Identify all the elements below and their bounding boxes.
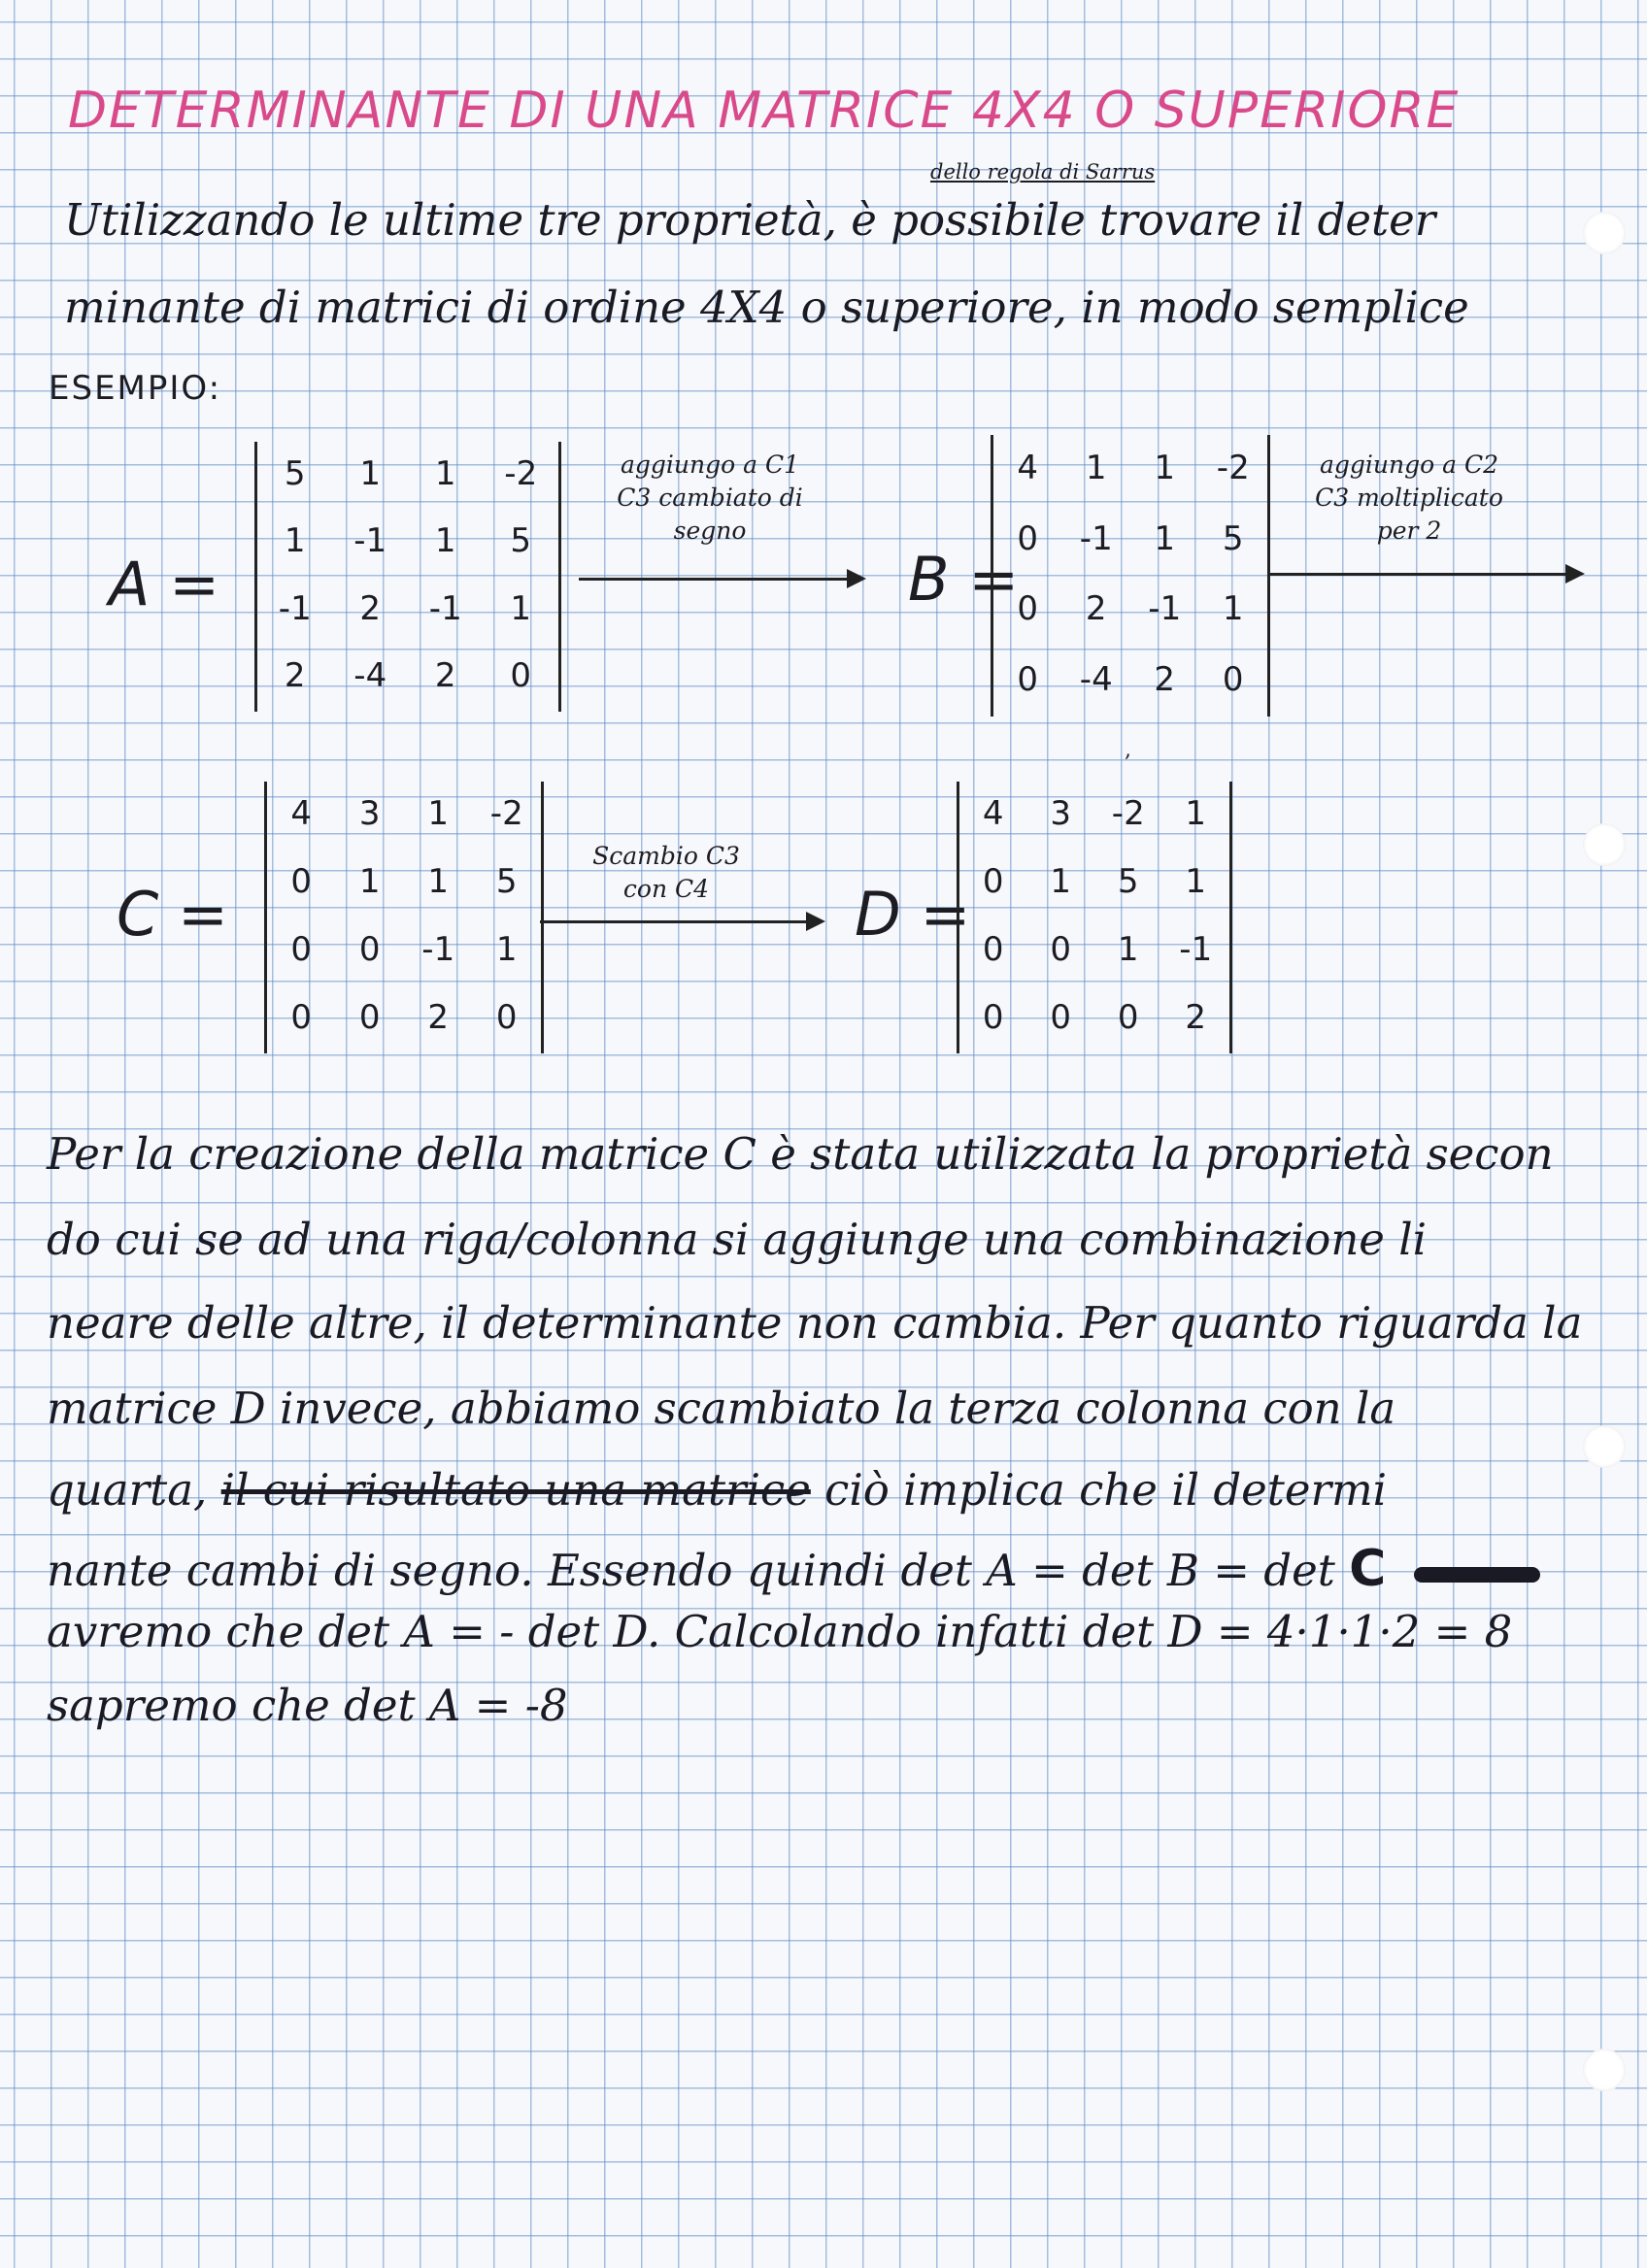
arrow-c-d-label <box>540 840 792 906</box>
matrix-a-cell: 1 <box>434 521 456 561</box>
paragraph-line-3: neare delle altre, il determinante non cambia. Per quanto riguarda la <box>47 1297 1583 1349</box>
matrix-d-cell: 1 <box>1185 862 1207 901</box>
matrix-a-cell: 5 <box>284 453 306 493</box>
matrix-d-cell: 2 <box>1185 998 1207 1037</box>
matrix-b-cell: 0 <box>1017 659 1039 699</box>
arrow-b-c-line-2: C3 moltiplicato <box>1315 484 1503 512</box>
intro-line-1: Utilizzando le ultime tre proprietà, è possibile trovare il deter <box>64 194 1436 246</box>
matrix-b-cell: 1 <box>1154 518 1176 558</box>
matrix-d-cell: 1 <box>1185 794 1207 833</box>
matrix-a <box>254 442 561 712</box>
matrix-c-cell: 5 <box>495 862 518 901</box>
matrix-d-cell: 0 <box>1050 998 1072 1037</box>
matrix-c-cell: 0 <box>290 930 313 969</box>
matrix-b-cell: 0 <box>1222 659 1244 699</box>
arrow-a-b-line-1: aggiungo a C1 <box>621 450 799 479</box>
matrix-a-cell: 2 <box>434 656 456 696</box>
struck-out-text: il cui risultato una matrice <box>220 1464 811 1516</box>
arrow-a-to-b <box>579 578 862 581</box>
matrix-b-cell: -2 <box>1216 449 1250 488</box>
matrix-b-cell: 0 <box>1017 518 1039 558</box>
paragraph-line-7: avremo che det A = - det D. Calcolando infatti det D = 4·1·1·2 = 8 <box>47 1606 1513 1657</box>
scribble-mark <box>1414 1567 1540 1583</box>
arrow-b-c-line-1: aggiungo a C2 <box>1320 450 1498 479</box>
matrix-a-cell: 1 <box>510 588 532 628</box>
arrow-a-b-label <box>579 449 841 548</box>
arrow-c-d-line-1: Scambio C3 <box>592 842 740 870</box>
stray-mark: , <box>1125 738 1131 762</box>
matrix-c-cell: 0 <box>495 998 518 1037</box>
matrix-b-cell: 1 <box>1085 449 1107 488</box>
matrix-c-cell: 0 <box>358 930 381 969</box>
matrix-d-cell: 0 <box>982 862 1004 901</box>
matrix-c <box>264 782 544 1053</box>
matrix-b-label: B = <box>908 544 1020 615</box>
matrix-d-cell: 5 <box>1117 862 1139 901</box>
matrix-a-cell: -4 <box>353 656 387 696</box>
matrix-c-cell: 0 <box>290 862 313 901</box>
matrix-d-cell: 0 <box>1050 930 1072 969</box>
matrix-d-cell: -2 <box>1111 794 1145 833</box>
matrix-c-cell: 1 <box>427 794 450 833</box>
matrix-d-cell: 0 <box>1117 998 1139 1037</box>
matrix-a-cell: 0 <box>510 656 532 696</box>
matrix-b-cell: -1 <box>1148 589 1182 629</box>
punch-hole-3 <box>1583 1425 1626 1468</box>
matrix-a-cell: -1 <box>278 588 312 628</box>
matrix-c-cell: 1 <box>427 862 450 901</box>
example-label: ESEMPIO: <box>49 369 222 408</box>
arrow-c-d-line-2: con C4 <box>622 875 710 903</box>
matrix-b-cell: 4 <box>1017 449 1039 488</box>
matrix-a-cell: 1 <box>284 521 306 561</box>
matrix-a-cell: -2 <box>504 453 538 493</box>
matrix-b-cell: 1 <box>1154 449 1176 488</box>
paragraph-line-5-end: ciò implica che il determi <box>824 1464 1388 1516</box>
matrix-d-label: D = <box>855 879 971 950</box>
matrix-a-cell: 1 <box>434 453 456 493</box>
matrix-b-cell: 2 <box>1154 659 1176 699</box>
paragraph-line-5-start: quarta, <box>47 1464 208 1516</box>
paragraph-line-5 <box>47 1464 1387 1516</box>
matrix-d-cell: 0 <box>982 930 1004 969</box>
matrix-d <box>957 782 1232 1053</box>
paragraph-line-4: matrice D invece, abbiamo scambiato la terza colonna con la <box>47 1383 1396 1434</box>
matrix-a-cell: 2 <box>284 656 306 696</box>
matrix-d-cell: -1 <box>1179 930 1213 969</box>
punch-hole-1 <box>1583 212 1626 254</box>
matrix-b-cell: -4 <box>1079 659 1113 699</box>
matrix-b-cell: 5 <box>1222 518 1244 558</box>
matrix-d-cell: 1 <box>1117 930 1139 969</box>
matrix-a-cell: 2 <box>359 588 382 628</box>
arrow-c-to-d <box>540 920 822 923</box>
matrix-b-cell: -1 <box>1079 518 1113 558</box>
matrix-c-cell: 0 <box>290 998 313 1037</box>
paragraph-line-8: sapremo che det A = -8 <box>47 1680 568 1731</box>
punch-hole-4 <box>1583 2049 1626 2091</box>
matrix-b-cell: 2 <box>1085 589 1107 629</box>
matrix-d-cell: 4 <box>982 794 1004 833</box>
matrix-a-cell: 1 <box>359 453 382 493</box>
paragraph-line-2: do cui se ad una riga/colonna si aggiunge una combinazione li <box>47 1214 1428 1265</box>
arrow-b-to-c <box>1268 573 1581 576</box>
matrix-a-cell: 5 <box>510 521 532 561</box>
matrix-c-cell: 0 <box>358 998 381 1037</box>
matrix-b <box>991 435 1270 717</box>
matrix-a-cell: -1 <box>353 521 387 561</box>
matrix-b-cell: 0 <box>1017 589 1039 629</box>
matrix-c-reference: C <box>1349 1540 1387 1598</box>
page-title: DETERMINANTE DI UNA MATRICE 4X4 O SUPERIORE <box>68 82 1461 140</box>
matrix-c-cell: 4 <box>290 794 313 833</box>
paragraph-line-1: Per la creazione della matrice C è stata utilizzata la proprietà secon <box>47 1128 1554 1180</box>
matrix-d-cell: 3 <box>1050 794 1072 833</box>
matrix-c-cell: -1 <box>421 930 455 969</box>
matrix-a-cell: -1 <box>428 588 462 628</box>
matrix-d-cell: 1 <box>1050 862 1072 901</box>
arrow-b-c-line-3: per 2 <box>1376 517 1442 545</box>
intro-annotation: dello regola di Sarrus <box>930 160 1156 183</box>
matrix-c-cell: 3 <box>358 794 381 833</box>
matrix-c-cell: 1 <box>495 930 518 969</box>
matrix-b-cell: 1 <box>1222 589 1244 629</box>
arrow-b-c-label <box>1268 449 1550 548</box>
matrix-c-cell: 2 <box>427 998 450 1037</box>
matrix-a-label: A = <box>109 549 220 619</box>
matrix-c-cell: -2 <box>489 794 523 833</box>
punch-hole-2 <box>1583 823 1626 866</box>
matrix-c-cell: 1 <box>358 862 381 901</box>
arrow-a-b-line-3: segno <box>673 517 747 545</box>
matrix-d-cell: 0 <box>982 998 1004 1037</box>
arrow-a-b-line-2: C3 cambiato di <box>617 484 803 512</box>
paragraph-line-6-text: nante cambi di segno. Essendo quindi det A = det B = det <box>47 1545 1335 1596</box>
intro-line-2: minante di matrici di ordine 4X4 o superiore, in modo semplice <box>64 282 1469 333</box>
matrix-c-label: C = <box>117 879 228 950</box>
paragraph-line-6 <box>47 1540 1540 1598</box>
